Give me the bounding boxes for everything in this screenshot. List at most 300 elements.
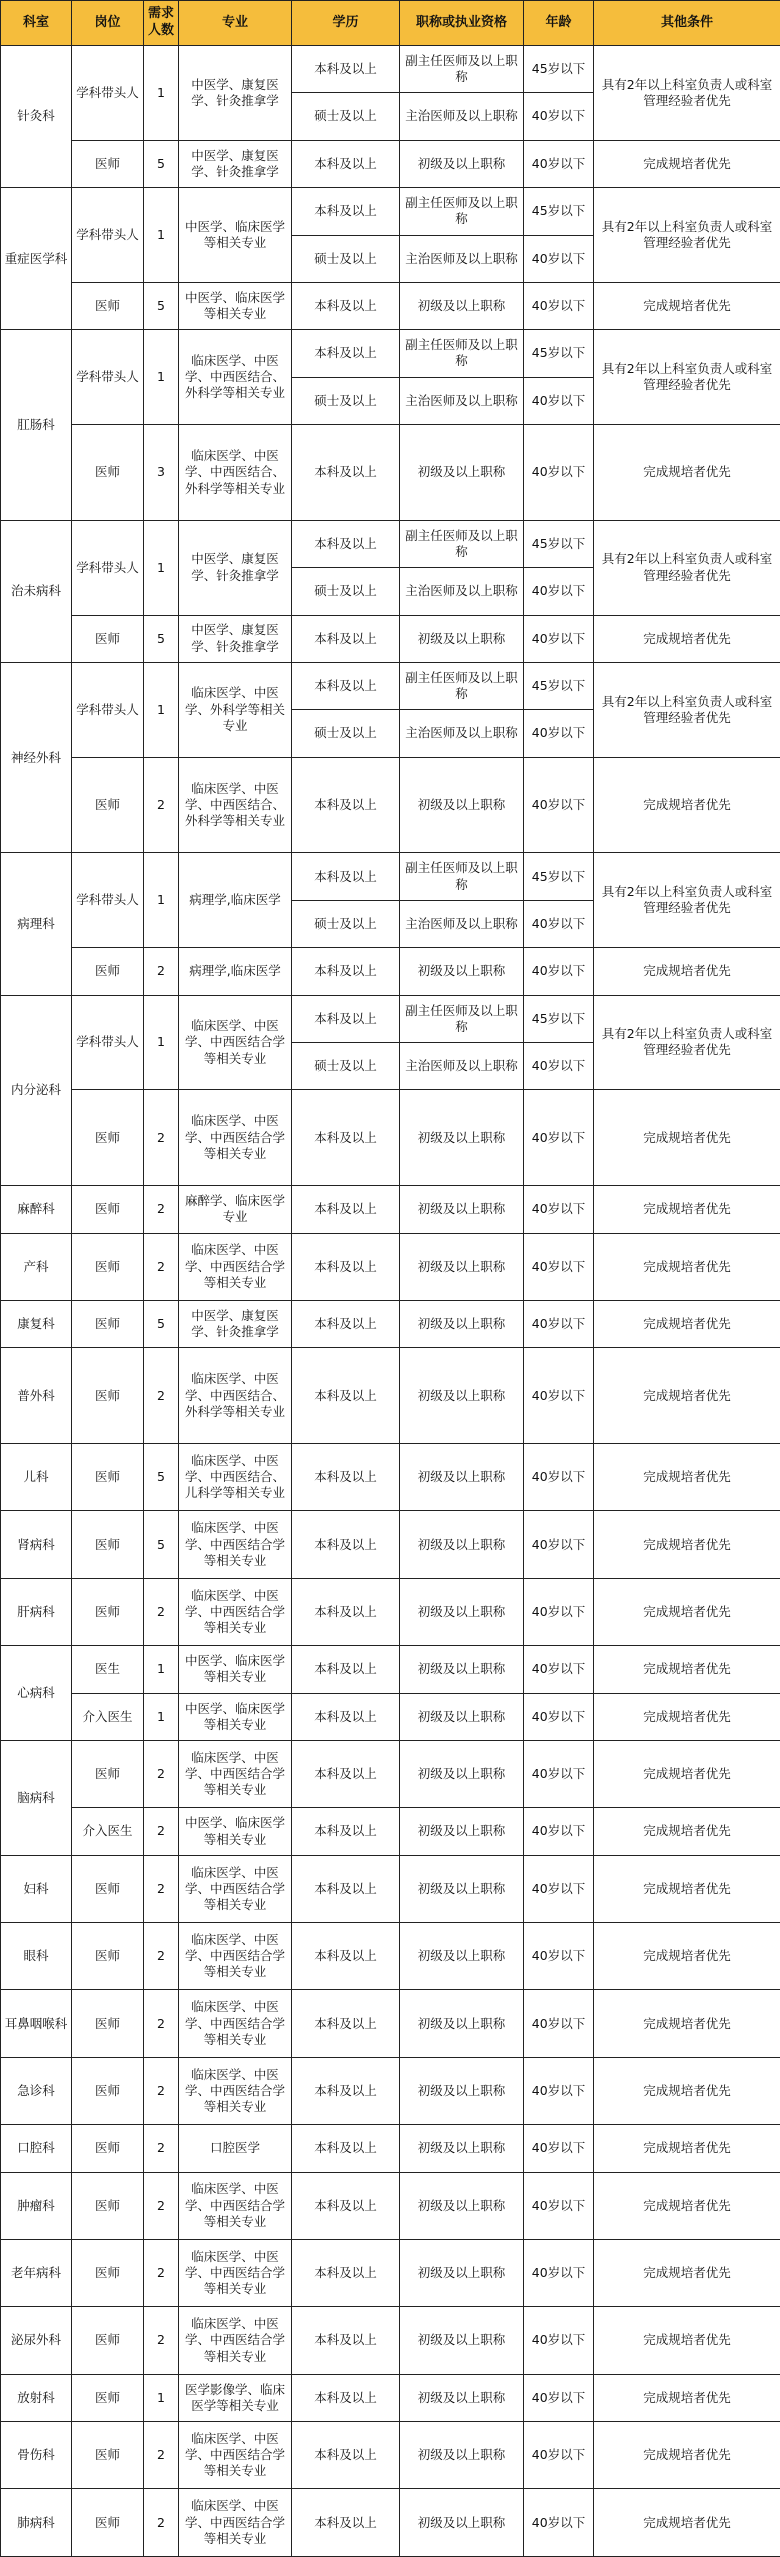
cell-education: 本科及以上 bbox=[292, 1348, 400, 1444]
cell-other: 完成规培者优先 bbox=[594, 1578, 780, 1645]
cell-age: 40岁以下 bbox=[524, 140, 594, 187]
cell-other: 具有2年以上科室负责人或科室管理经验者优先 bbox=[594, 520, 780, 615]
cell-education: 本科及以上 bbox=[292, 1186, 400, 1233]
cell-other: 具有2年以上科室负责人或科室管理经验者优先 bbox=[594, 330, 780, 425]
cell-age: 40岁以下 bbox=[524, 1186, 594, 1233]
cell-major: 临床医学、中医学、中西医结合学等相关专业 bbox=[179, 2489, 292, 2557]
header-age: 年龄 bbox=[524, 1, 594, 46]
cell-education: 本科及以上 bbox=[292, 1808, 400, 1855]
cell-title: 主治医师及以上职称 bbox=[400, 235, 524, 282]
cell-title: 副主任医师及以上职称 bbox=[400, 662, 524, 709]
cell-department: 急诊科 bbox=[1, 2057, 72, 2124]
table-row bbox=[1, 1808, 780, 1855]
cell-position: 医师 bbox=[72, 757, 144, 853]
cell-department: 内分泌科 bbox=[1, 995, 72, 1186]
cell-other: 完成规培者优先 bbox=[594, 1233, 780, 1300]
cell-education: 本科及以上 bbox=[292, 1693, 400, 1740]
cell-headcount: 1 bbox=[144, 853, 179, 948]
cell-title: 初级及以上职称 bbox=[400, 1646, 524, 1693]
cell-age: 40岁以下 bbox=[524, 1990, 594, 2057]
cell-department: 老年病科 bbox=[1, 2239, 72, 2306]
cell-headcount: 2 bbox=[144, 1923, 179, 1990]
cell-position: 学科带头人 bbox=[72, 662, 144, 757]
cell-major: 中医学、康复医学、针灸推拿学 bbox=[179, 615, 292, 662]
cell-headcount: 1 bbox=[144, 2374, 179, 2421]
cell-major: 临床医学、中医学、中西医结合学等相关专业 bbox=[179, 1511, 292, 1578]
cell-headcount: 2 bbox=[144, 2307, 179, 2374]
cell-position: 介入医生 bbox=[72, 1808, 144, 1855]
cell-position: 医师 bbox=[72, 1233, 144, 1300]
cell-other: 完成规培者优先 bbox=[594, 1300, 780, 1347]
cell-headcount: 5 bbox=[144, 1511, 179, 1578]
cell-headcount: 2 bbox=[144, 1990, 179, 2057]
cell-position: 学科带头人 bbox=[72, 46, 144, 141]
cell-age: 40岁以下 bbox=[524, 2125, 594, 2172]
cell-education: 本科及以上 bbox=[292, 1233, 400, 1300]
cell-title: 主治医师及以上职称 bbox=[400, 900, 524, 947]
cell-age: 40岁以下 bbox=[524, 1042, 594, 1089]
table-row bbox=[1, 2125, 780, 2172]
cell-age: 45岁以下 bbox=[524, 853, 594, 900]
cell-age: 40岁以下 bbox=[524, 2172, 594, 2239]
table-row bbox=[1, 1990, 780, 2057]
cell-department: 重症医学科 bbox=[1, 188, 72, 330]
cell-headcount: 2 bbox=[144, 1186, 179, 1233]
table-row bbox=[1, 757, 780, 853]
cell-education: 本科及以上 bbox=[292, 1646, 400, 1693]
table-row bbox=[1, 1186, 780, 1233]
cell-education: 本科及以上 bbox=[292, 1923, 400, 1990]
cell-education: 本科及以上 bbox=[292, 853, 400, 900]
cell-other: 完成规培者优先 bbox=[594, 2239, 780, 2306]
cell-position: 学科带头人 bbox=[72, 188, 144, 283]
cell-headcount: 1 bbox=[144, 662, 179, 757]
cell-headcount: 2 bbox=[144, 2422, 179, 2489]
cell-major: 临床医学、中医学、外科学等相关专业 bbox=[179, 662, 292, 757]
cell-age: 40岁以下 bbox=[524, 2307, 594, 2374]
cell-title: 主治医师及以上职称 bbox=[400, 710, 524, 757]
cell-title: 副主任医师及以上职称 bbox=[400, 330, 524, 377]
cell-education: 硕士及以上 bbox=[292, 568, 400, 615]
cell-education: 本科及以上 bbox=[292, 2125, 400, 2172]
cell-major: 中医学、临床医学等相关专业 bbox=[179, 1693, 292, 1740]
table-row bbox=[1, 1578, 780, 1645]
cell-major: 临床医学、中医学、中西医结合、儿科学等相关专业 bbox=[179, 1444, 292, 1511]
table-row bbox=[1, 1693, 780, 1740]
cell-department: 治未病科 bbox=[1, 520, 72, 662]
cell-major: 中医学、康复医学、针灸推拿学 bbox=[179, 140, 292, 187]
cell-education: 本科及以上 bbox=[292, 140, 400, 187]
cell-position: 学科带头人 bbox=[72, 995, 144, 1090]
cell-department: 普外科 bbox=[1, 1348, 72, 1444]
cell-department: 妇科 bbox=[1, 1855, 72, 1922]
cell-other: 完成规培者优先 bbox=[594, 1646, 780, 1693]
cell-major: 临床医学、中医学、中西医结合学等相关专业 bbox=[179, 1233, 292, 1300]
cell-education: 本科及以上 bbox=[292, 757, 400, 853]
table-row bbox=[1, 1740, 780, 1807]
table-row bbox=[1, 2239, 780, 2306]
cell-title: 初级及以上职称 bbox=[400, 615, 524, 662]
table-row bbox=[1, 2307, 780, 2374]
cell-major: 中医学、临床医学等相关专业 bbox=[179, 1646, 292, 1693]
cell-major: 病理学,临床医学 bbox=[179, 853, 292, 948]
cell-age: 40岁以下 bbox=[524, 377, 594, 424]
cell-age: 40岁以下 bbox=[524, 1444, 594, 1511]
cell-title: 初级及以上职称 bbox=[400, 1348, 524, 1444]
cell-title: 初级及以上职称 bbox=[400, 1740, 524, 1807]
cell-position: 医师 bbox=[72, 2239, 144, 2306]
cell-major: 中医学、临床医学等相关专业 bbox=[179, 282, 292, 329]
cell-title: 初级及以上职称 bbox=[400, 2125, 524, 2172]
cell-title: 初级及以上职称 bbox=[400, 757, 524, 853]
cell-title: 初级及以上职称 bbox=[400, 2422, 524, 2489]
cell-education: 本科及以上 bbox=[292, 330, 400, 377]
table-row bbox=[1, 853, 780, 900]
cell-other: 具有2年以上科室负责人或科室管理经验者优先 bbox=[594, 46, 780, 141]
cell-other: 完成规培者优先 bbox=[594, 2057, 780, 2124]
cell-other: 完成规培者优先 bbox=[594, 757, 780, 853]
cell-age: 40岁以下 bbox=[524, 900, 594, 947]
cell-education: 硕士及以上 bbox=[292, 900, 400, 947]
cell-position: 学科带头人 bbox=[72, 330, 144, 425]
cell-title: 副主任医师及以上职称 bbox=[400, 46, 524, 93]
cell-major: 临床医学、中医学、中西医结合、外科学等相关专业 bbox=[179, 757, 292, 853]
cell-headcount: 1 bbox=[144, 995, 179, 1090]
cell-other: 完成规培者优先 bbox=[594, 1444, 780, 1511]
cell-title: 初级及以上职称 bbox=[400, 1300, 524, 1347]
cell-position: 医师 bbox=[72, 1444, 144, 1511]
cell-age: 40岁以下 bbox=[524, 1578, 594, 1645]
header-position: 岗位 bbox=[72, 1, 144, 46]
cell-headcount: 2 bbox=[144, 757, 179, 853]
cell-major: 中医学、临床医学等相关专业 bbox=[179, 188, 292, 283]
cell-other: 完成规培者优先 bbox=[594, 1511, 780, 1578]
cell-education: 本科及以上 bbox=[292, 1578, 400, 1645]
cell-headcount: 5 bbox=[144, 140, 179, 187]
cell-education: 本科及以上 bbox=[292, 1990, 400, 2057]
cell-education: 本科及以上 bbox=[292, 1855, 400, 1922]
cell-age: 40岁以下 bbox=[524, 93, 594, 140]
cell-other: 完成规培者优先 bbox=[594, 615, 780, 662]
cell-education: 本科及以上 bbox=[292, 2489, 400, 2557]
cell-title: 初级及以上职称 bbox=[400, 2239, 524, 2306]
cell-age: 45岁以下 bbox=[524, 330, 594, 377]
cell-major: 麻醉学、临床医学专业 bbox=[179, 1186, 292, 1233]
cell-position: 医师 bbox=[72, 2422, 144, 2489]
cell-education: 本科及以上 bbox=[292, 1300, 400, 1347]
header-title-qualification: 职称或执业资格 bbox=[400, 1, 524, 46]
cell-position: 医师 bbox=[72, 615, 144, 662]
cell-title: 初级及以上职称 bbox=[400, 1233, 524, 1300]
cell-headcount: 1 bbox=[144, 1693, 179, 1740]
table-row bbox=[1, 425, 780, 521]
cell-title: 初级及以上职称 bbox=[400, 1511, 524, 1578]
cell-age: 40岁以下 bbox=[524, 1646, 594, 1693]
cell-headcount: 2 bbox=[144, 2489, 179, 2557]
cell-other: 具有2年以上科室负责人或科室管理经验者优先 bbox=[594, 995, 780, 1090]
header-education: 学历 bbox=[292, 1, 400, 46]
cell-major: 临床医学、中医学、中西医结合学等相关专业 bbox=[179, 1990, 292, 2057]
cell-position: 医师 bbox=[72, 425, 144, 521]
cell-position: 医师 bbox=[72, 1990, 144, 2057]
cell-education: 本科及以上 bbox=[292, 615, 400, 662]
cell-major: 临床医学、中医学、中西医结合学等相关专业 bbox=[179, 1855, 292, 1922]
cell-major: 临床医学、中医学、中西医结合学等相关专业 bbox=[179, 2172, 292, 2239]
cell-education: 本科及以上 bbox=[292, 46, 400, 93]
cell-education: 硕士及以上 bbox=[292, 377, 400, 424]
cell-age: 40岁以下 bbox=[524, 282, 594, 329]
cell-major: 口腔医学 bbox=[179, 2125, 292, 2172]
table-row bbox=[1, 2374, 780, 2421]
cell-position: 医师 bbox=[72, 2307, 144, 2374]
cell-age: 40岁以下 bbox=[524, 1511, 594, 1578]
cell-headcount: 2 bbox=[144, 1808, 179, 1855]
table-row bbox=[1, 330, 780, 377]
cell-age: 45岁以下 bbox=[524, 520, 594, 567]
cell-age: 40岁以下 bbox=[524, 1300, 594, 1347]
cell-other: 完成规培者优先 bbox=[594, 2422, 780, 2489]
cell-position: 医师 bbox=[72, 1740, 144, 1807]
cell-other: 完成规培者优先 bbox=[594, 2172, 780, 2239]
cell-headcount: 2 bbox=[144, 2172, 179, 2239]
cell-other: 完成规培者优先 bbox=[594, 1186, 780, 1233]
cell-title: 初级及以上职称 bbox=[400, 1855, 524, 1922]
cell-other: 具有2年以上科室负责人或科室管理经验者优先 bbox=[594, 662, 780, 757]
cell-age: 40岁以下 bbox=[524, 568, 594, 615]
cell-other: 完成规培者优先 bbox=[594, 1693, 780, 1740]
cell-title: 初级及以上职称 bbox=[400, 2172, 524, 2239]
cell-major: 中医学、康复医学、针灸推拿学 bbox=[179, 1300, 292, 1347]
table-body bbox=[1, 46, 780, 2557]
cell-title: 初级及以上职称 bbox=[400, 1578, 524, 1645]
table-row bbox=[1, 1300, 780, 1347]
table-row bbox=[1, 46, 780, 93]
cell-headcount: 1 bbox=[144, 46, 179, 141]
cell-department: 肛肠科 bbox=[1, 330, 72, 521]
cell-education: 本科及以上 bbox=[292, 1511, 400, 1578]
cell-age: 40岁以下 bbox=[524, 710, 594, 757]
cell-age: 45岁以下 bbox=[524, 662, 594, 709]
cell-major: 中医学、康复医学、针灸推拿学 bbox=[179, 520, 292, 615]
cell-age: 40岁以下 bbox=[524, 2422, 594, 2489]
cell-department: 产科 bbox=[1, 1233, 72, 1300]
cell-position: 医师 bbox=[72, 1923, 144, 1990]
cell-other: 具有2年以上科室负责人或科室管理经验者优先 bbox=[594, 853, 780, 948]
table-row bbox=[1, 1855, 780, 1922]
cell-age: 40岁以下 bbox=[524, 1808, 594, 1855]
cell-education: 硕士及以上 bbox=[292, 235, 400, 282]
cell-headcount: 2 bbox=[144, 2239, 179, 2306]
cell-position: 医师 bbox=[72, 1855, 144, 1922]
cell-position: 医师 bbox=[72, 1578, 144, 1645]
cell-major: 临床医学、中医学、中西医结合学等相关专业 bbox=[179, 2239, 292, 2306]
cell-major: 临床医学、中医学、中西医结合、外科学等相关专业 bbox=[179, 425, 292, 521]
cell-title: 初级及以上职称 bbox=[400, 1090, 524, 1186]
cell-title: 初级及以上职称 bbox=[400, 2057, 524, 2124]
table-row bbox=[1, 2489, 780, 2557]
cell-other: 完成规培者优先 bbox=[594, 948, 780, 995]
cell-education: 本科及以上 bbox=[292, 2374, 400, 2421]
cell-major: 临床医学、中医学、中西医结合学等相关专业 bbox=[179, 1578, 292, 1645]
cell-title: 初级及以上职称 bbox=[400, 2374, 524, 2421]
cell-other: 完成规培者优先 bbox=[594, 140, 780, 187]
cell-major: 中医学、临床医学等相关专业 bbox=[179, 1808, 292, 1855]
cell-education: 硕士及以上 bbox=[292, 1042, 400, 1089]
cell-position: 学科带头人 bbox=[72, 520, 144, 615]
cell-department: 康复科 bbox=[1, 1300, 72, 1347]
table-row bbox=[1, 1233, 780, 1300]
cell-age: 40岁以下 bbox=[524, 2489, 594, 2557]
cell-other: 完成规培者优先 bbox=[594, 1990, 780, 2057]
cell-department: 骨伤科 bbox=[1, 2422, 72, 2489]
cell-major: 临床医学、中医学、中西医结合学等相关专业 bbox=[179, 1740, 292, 1807]
table-row bbox=[1, 140, 780, 187]
cell-headcount: 2 bbox=[144, 2125, 179, 2172]
cell-other: 完成规培者优先 bbox=[594, 1808, 780, 1855]
cell-age: 40岁以下 bbox=[524, 757, 594, 853]
cell-age: 40岁以下 bbox=[524, 2239, 594, 2306]
cell-education: 本科及以上 bbox=[292, 2307, 400, 2374]
cell-department: 病理科 bbox=[1, 853, 72, 995]
cell-major: 医学影像学、临床医学等相关专业 bbox=[179, 2374, 292, 2421]
cell-major: 病理学,临床医学 bbox=[179, 948, 292, 995]
table-row bbox=[1, 615, 780, 662]
cell-position: 医师 bbox=[72, 282, 144, 329]
cell-age: 40岁以下 bbox=[524, 1740, 594, 1807]
cell-department: 肿瘤科 bbox=[1, 2172, 72, 2239]
cell-age: 40岁以下 bbox=[524, 425, 594, 521]
cell-department: 针灸科 bbox=[1, 46, 72, 188]
cell-position: 医师 bbox=[72, 2125, 144, 2172]
cell-title: 初级及以上职称 bbox=[400, 1990, 524, 2057]
cell-education: 本科及以上 bbox=[292, 948, 400, 995]
cell-department: 肾病科 bbox=[1, 1511, 72, 1578]
cell-other: 完成规培者优先 bbox=[594, 1740, 780, 1807]
cell-title: 初级及以上职称 bbox=[400, 1808, 524, 1855]
cell-age: 40岁以下 bbox=[524, 1348, 594, 1444]
table-row bbox=[1, 1444, 780, 1511]
cell-position: 学科带头人 bbox=[72, 853, 144, 948]
cell-other: 完成规培者优先 bbox=[594, 1923, 780, 1990]
cell-department: 麻醉科 bbox=[1, 1186, 72, 1233]
table-row bbox=[1, 1923, 780, 1990]
cell-headcount: 2 bbox=[144, 948, 179, 995]
cell-education: 本科及以上 bbox=[292, 2172, 400, 2239]
table-row bbox=[1, 2422, 780, 2489]
cell-title: 副主任医师及以上职称 bbox=[400, 995, 524, 1042]
cell-major: 临床医学、中医学、中西医结合学等相关专业 bbox=[179, 2422, 292, 2489]
cell-major: 临床医学、中医学、中西医结合、外科学等相关专业 bbox=[179, 330, 292, 425]
table-row bbox=[1, 1348, 780, 1444]
cell-other: 完成规培者优先 bbox=[594, 2125, 780, 2172]
cell-headcount: 2 bbox=[144, 1090, 179, 1186]
cell-position: 医师 bbox=[72, 2374, 144, 2421]
cell-major: 临床医学、中医学、中西医结合学等相关专业 bbox=[179, 2057, 292, 2124]
cell-title: 初级及以上职称 bbox=[400, 948, 524, 995]
cell-headcount: 5 bbox=[144, 615, 179, 662]
cell-position: 医师 bbox=[72, 2489, 144, 2557]
cell-education: 本科及以上 bbox=[292, 662, 400, 709]
cell-other: 完成规培者优先 bbox=[594, 2489, 780, 2557]
cell-department: 肺病科 bbox=[1, 2489, 72, 2557]
table-row bbox=[1, 1511, 780, 1578]
cell-headcount: 1 bbox=[144, 520, 179, 615]
cell-age: 40岁以下 bbox=[524, 948, 594, 995]
header-other-conditions: 其他条件 bbox=[594, 1, 780, 46]
cell-department: 脑病科 bbox=[1, 1740, 72, 1855]
cell-department: 心病科 bbox=[1, 1646, 72, 1741]
cell-major: 临床医学、中医学、中西医结合学等相关专业 bbox=[179, 2307, 292, 2374]
cell-headcount: 3 bbox=[144, 425, 179, 521]
cell-headcount: 2 bbox=[144, 1855, 179, 1922]
cell-education: 本科及以上 bbox=[292, 1444, 400, 1511]
cell-other: 完成规培者优先 bbox=[594, 2307, 780, 2374]
cell-headcount: 2 bbox=[144, 1740, 179, 1807]
cell-major: 临床医学、中医学、中西医结合学等相关专业 bbox=[179, 1923, 292, 1990]
cell-education: 本科及以上 bbox=[292, 282, 400, 329]
cell-education: 本科及以上 bbox=[292, 2057, 400, 2124]
cell-education: 硕士及以上 bbox=[292, 710, 400, 757]
cell-position: 医师 bbox=[72, 1300, 144, 1347]
cell-department: 泌尿外科 bbox=[1, 2307, 72, 2374]
cell-headcount: 1 bbox=[144, 1646, 179, 1693]
table-row bbox=[1, 188, 780, 235]
cell-title: 主治医师及以上职称 bbox=[400, 1042, 524, 1089]
cell-department: 口腔科 bbox=[1, 2125, 72, 2172]
cell-age: 40岁以下 bbox=[524, 615, 594, 662]
table-row bbox=[1, 282, 780, 329]
cell-headcount: 5 bbox=[144, 1300, 179, 1347]
table-row bbox=[1, 520, 780, 567]
cell-position: 医师 bbox=[72, 1511, 144, 1578]
cell-age: 40岁以下 bbox=[524, 1923, 594, 1990]
cell-education: 硕士及以上 bbox=[292, 93, 400, 140]
header-major: 专业 bbox=[179, 1, 292, 46]
cell-department: 儿科 bbox=[1, 1444, 72, 1511]
cell-title: 主治医师及以上职称 bbox=[400, 568, 524, 615]
cell-department: 放射科 bbox=[1, 2374, 72, 2421]
cell-title: 主治医师及以上职称 bbox=[400, 93, 524, 140]
header-department: 科室 bbox=[1, 1, 72, 46]
cell-title: 初级及以上职称 bbox=[400, 1444, 524, 1511]
cell-headcount: 2 bbox=[144, 2057, 179, 2124]
cell-position: 医师 bbox=[72, 1348, 144, 1444]
cell-headcount: 2 bbox=[144, 1348, 179, 1444]
table-row bbox=[1, 2057, 780, 2124]
cell-education: 本科及以上 bbox=[292, 2239, 400, 2306]
cell-title: 初级及以上职称 bbox=[400, 2307, 524, 2374]
cell-headcount: 2 bbox=[144, 1233, 179, 1300]
cell-other: 完成规培者优先 bbox=[594, 425, 780, 521]
cell-education: 本科及以上 bbox=[292, 2422, 400, 2489]
cell-position: 医师 bbox=[72, 140, 144, 187]
cell-age: 40岁以下 bbox=[524, 2057, 594, 2124]
cell-title: 副主任医师及以上职称 bbox=[400, 188, 524, 235]
cell-other: 完成规培者优先 bbox=[594, 1090, 780, 1186]
cell-headcount: 1 bbox=[144, 330, 179, 425]
cell-education: 本科及以上 bbox=[292, 188, 400, 235]
cell-major: 临床医学、中医学、中西医结合、外科学等相关专业 bbox=[179, 1348, 292, 1444]
table-row bbox=[1, 995, 780, 1042]
cell-position: 介入医生 bbox=[72, 1693, 144, 1740]
cell-other: 完成规培者优先 bbox=[594, 1348, 780, 1444]
table-row bbox=[1, 948, 780, 995]
cell-age: 40岁以下 bbox=[524, 1855, 594, 1922]
cell-major: 临床医学、中医学、中西医结合学等相关专业 bbox=[179, 1090, 292, 1186]
cell-department: 眼科 bbox=[1, 1923, 72, 1990]
cell-title: 初级及以上职称 bbox=[400, 425, 524, 521]
cell-major: 中医学、康复医学、针灸推拿学 bbox=[179, 46, 292, 141]
